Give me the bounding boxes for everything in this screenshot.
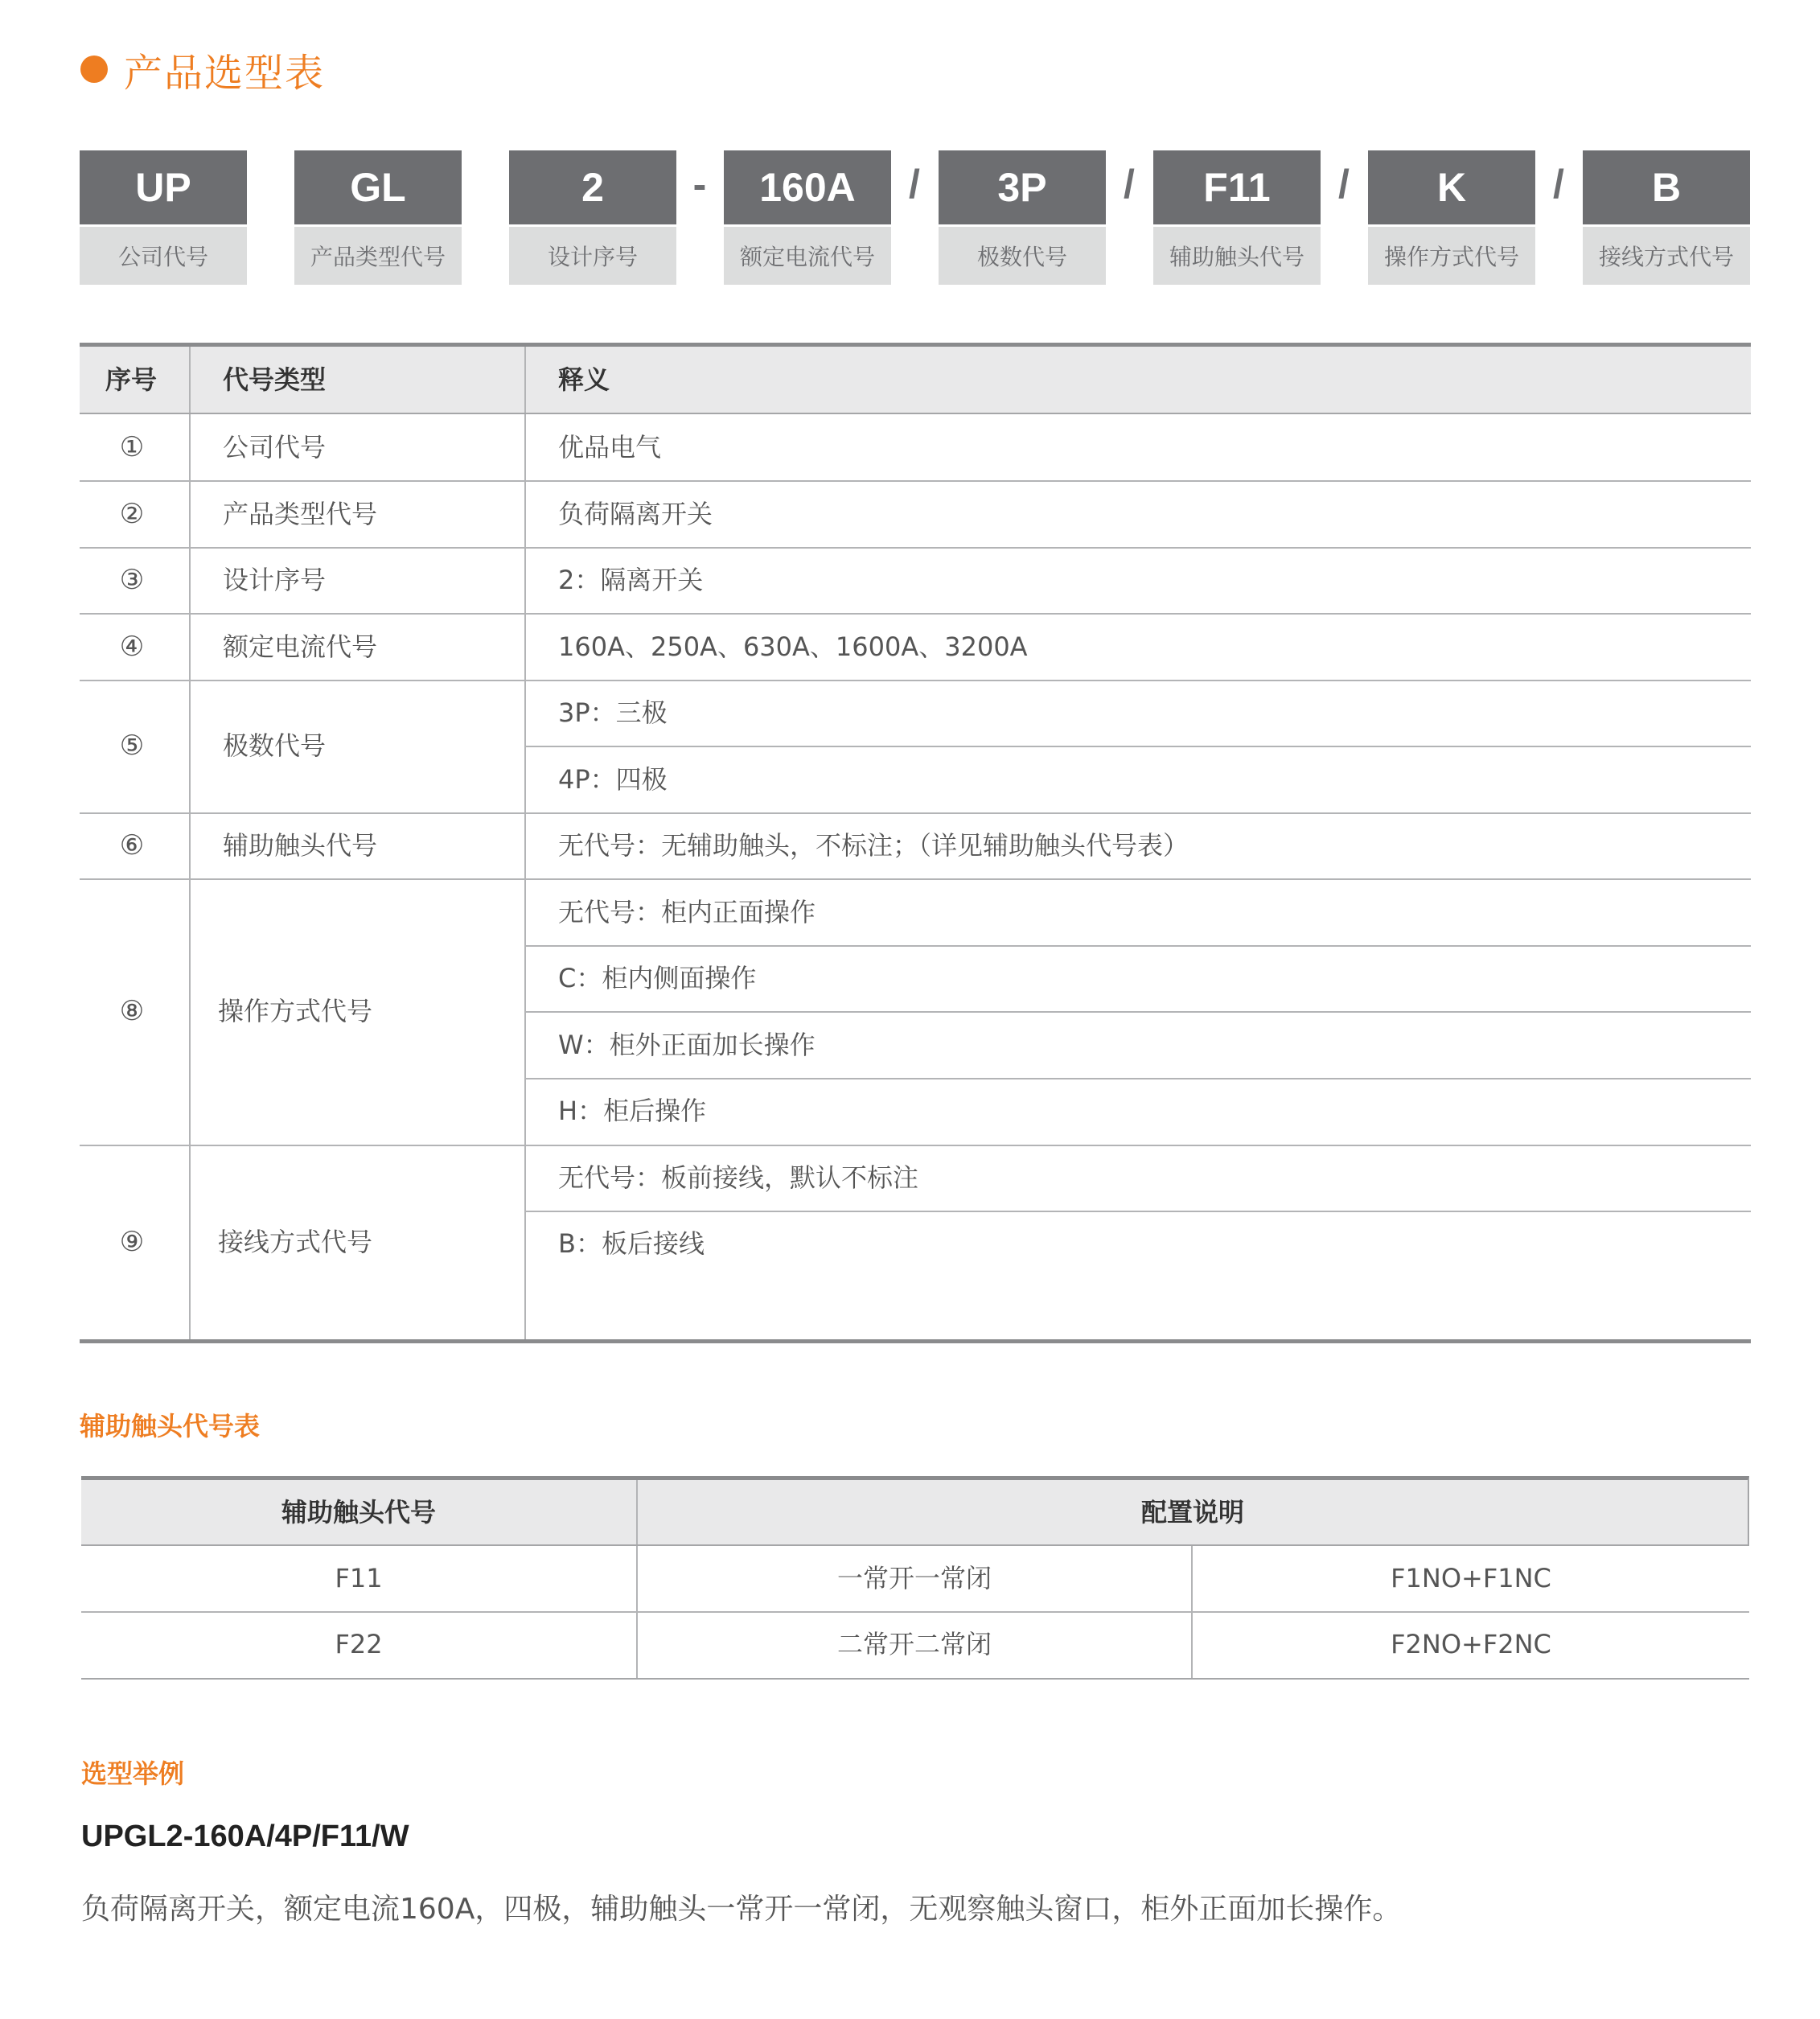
header-config: 配置说明 bbox=[1140, 1497, 1244, 1528]
aux-contact-table bbox=[81, 1476, 1749, 1680]
column-divider bbox=[636, 1480, 638, 1544]
row-number: ⑧ bbox=[119, 995, 145, 1027]
meaning: W：柜外正面加长操作 bbox=[558, 1030, 816, 1060]
code-type: 产品类型代号 bbox=[223, 499, 378, 529]
code-box-aux-contact bbox=[1153, 150, 1321, 285]
code-value: F11 bbox=[1153, 150, 1321, 224]
aux-table-title: 辅助触头代号表 bbox=[80, 1411, 261, 1441]
aux-code: F22 bbox=[335, 1629, 383, 1659]
code-label: 设计序号 bbox=[509, 227, 676, 285]
header-aux-code: 辅助触头代号 bbox=[281, 1497, 436, 1528]
code-value: 2 bbox=[509, 150, 676, 224]
row-divider bbox=[80, 613, 1751, 615]
selection-table bbox=[80, 343, 1751, 1343]
sub-row-divider bbox=[526, 1011, 1751, 1013]
code-box-product-type bbox=[294, 150, 462, 285]
meaning: B：板后接线 bbox=[558, 1228, 705, 1259]
row-number: ① bbox=[119, 431, 145, 463]
meaning: H：柜后操作 bbox=[558, 1096, 707, 1126]
sub-row-divider bbox=[526, 1211, 1751, 1212]
meaning: 负荷隔离开关 bbox=[558, 499, 713, 529]
meaning: 2：隔离开关 bbox=[558, 565, 704, 595]
orange-bullet-icon bbox=[80, 56, 108, 83]
example-title: 选型举例 bbox=[81, 1758, 185, 1789]
code-value: 3P bbox=[939, 150, 1106, 224]
code-type: 极数代号 bbox=[223, 730, 327, 761]
header-meaning: 释义 bbox=[558, 364, 610, 395]
row-divider bbox=[81, 1611, 1749, 1613]
example-description: 负荷隔离开关，额定电流160A，四极，辅助触头一常开一常闭，无观察触头窗口，柜外正面加长操作。 bbox=[81, 1893, 1402, 1926]
header-code-type: 代号类型 bbox=[223, 364, 327, 395]
example-model-code: UPGL2-160A/4P/F11/W bbox=[81, 1820, 409, 1853]
code-separator: - bbox=[692, 162, 707, 207]
code-type: 接线方式代号 bbox=[218, 1227, 373, 1257]
meaning: C：柜内侧面操作 bbox=[558, 963, 757, 993]
row-number: ② bbox=[119, 498, 145, 530]
code-value: GL bbox=[294, 150, 462, 224]
sub-row-divider bbox=[526, 945, 1751, 947]
meaning: 无代号：无辅助触头，不标注；（详见辅助触头代号表） bbox=[558, 830, 1189, 861]
code-type: 操作方式代号 bbox=[218, 996, 373, 1026]
row-divider bbox=[80, 680, 1751, 681]
page-title: 产品选型表 bbox=[124, 50, 326, 96]
code-label: 额定电流代号 bbox=[724, 227, 891, 285]
code-box-operation bbox=[1368, 150, 1535, 285]
code-label: 辅助触头代号 bbox=[1153, 227, 1321, 285]
sub-row-divider bbox=[526, 1078, 1751, 1079]
row-number: ⑥ bbox=[119, 829, 145, 861]
code-separator: / bbox=[1124, 162, 1135, 207]
code-separator: / bbox=[1553, 162, 1564, 207]
row-divider bbox=[80, 812, 1751, 814]
row-number: ⑨ bbox=[119, 1226, 145, 1258]
sub-row-divider bbox=[526, 746, 1751, 747]
meaning: 4P：四极 bbox=[558, 764, 668, 795]
code-box-wiring bbox=[1583, 150, 1750, 285]
column-divider bbox=[524, 347, 526, 413]
code-value: 160A bbox=[724, 150, 891, 224]
aux-code: F11 bbox=[335, 1563, 383, 1593]
section-title bbox=[80, 45, 326, 96]
meaning: 优品电气 bbox=[558, 432, 662, 463]
aux-formula: F2NO+F2NC bbox=[1391, 1629, 1551, 1659]
code-value: B bbox=[1583, 150, 1750, 224]
column-divider bbox=[189, 347, 191, 413]
code-box-rated-current bbox=[724, 150, 891, 285]
aux-config: 一常开一常闭 bbox=[836, 1563, 992, 1593]
meaning: 无代号：板前接线，默认不标注 bbox=[558, 1162, 919, 1193]
meaning: 160A、250A、630A、1600A、3200A bbox=[558, 631, 1028, 662]
code-type: 公司代号 bbox=[223, 432, 327, 463]
meaning: 无代号：柜内正面操作 bbox=[558, 897, 816, 927]
code-label: 极数代号 bbox=[939, 227, 1106, 285]
code-value: K bbox=[1368, 150, 1535, 224]
table-body bbox=[80, 414, 1751, 1343]
aux-table-body bbox=[81, 1546, 1749, 1680]
code-box-company bbox=[80, 150, 247, 285]
column-divider bbox=[524, 414, 526, 1339]
code-label: 公司代号 bbox=[80, 227, 247, 285]
code-separator: / bbox=[909, 162, 920, 207]
code-value: UP bbox=[80, 150, 247, 224]
code-box-poles bbox=[939, 150, 1106, 285]
code-type: 设计序号 bbox=[223, 565, 327, 595]
row-number: ③ bbox=[119, 564, 145, 596]
aux-table-header bbox=[81, 1476, 1749, 1546]
aux-config: 二常开二常闭 bbox=[836, 1629, 992, 1659]
row-number: ④ bbox=[119, 631, 145, 663]
code-label: 产品类型代号 bbox=[294, 227, 462, 285]
table-header bbox=[80, 343, 1751, 414]
code-label: 接线方式代号 bbox=[1583, 227, 1750, 285]
code-label: 操作方式代号 bbox=[1368, 227, 1535, 285]
code-separator: / bbox=[1338, 162, 1350, 207]
code-box-design-serial bbox=[509, 150, 676, 285]
row-divider bbox=[80, 1145, 1751, 1146]
header-serial: 序号 bbox=[105, 364, 158, 395]
code-type: 额定电流代号 bbox=[223, 631, 378, 662]
meaning: 3P：三极 bbox=[558, 697, 668, 728]
row-number: ⑤ bbox=[119, 730, 145, 762]
code-type: 辅助触头代号 bbox=[223, 830, 378, 861]
row-divider bbox=[80, 547, 1751, 549]
aux-formula: F1NO+F1NC bbox=[1391, 1563, 1551, 1593]
row-divider bbox=[80, 878, 1751, 880]
row-divider bbox=[80, 480, 1751, 482]
column-divider bbox=[189, 414, 191, 1339]
